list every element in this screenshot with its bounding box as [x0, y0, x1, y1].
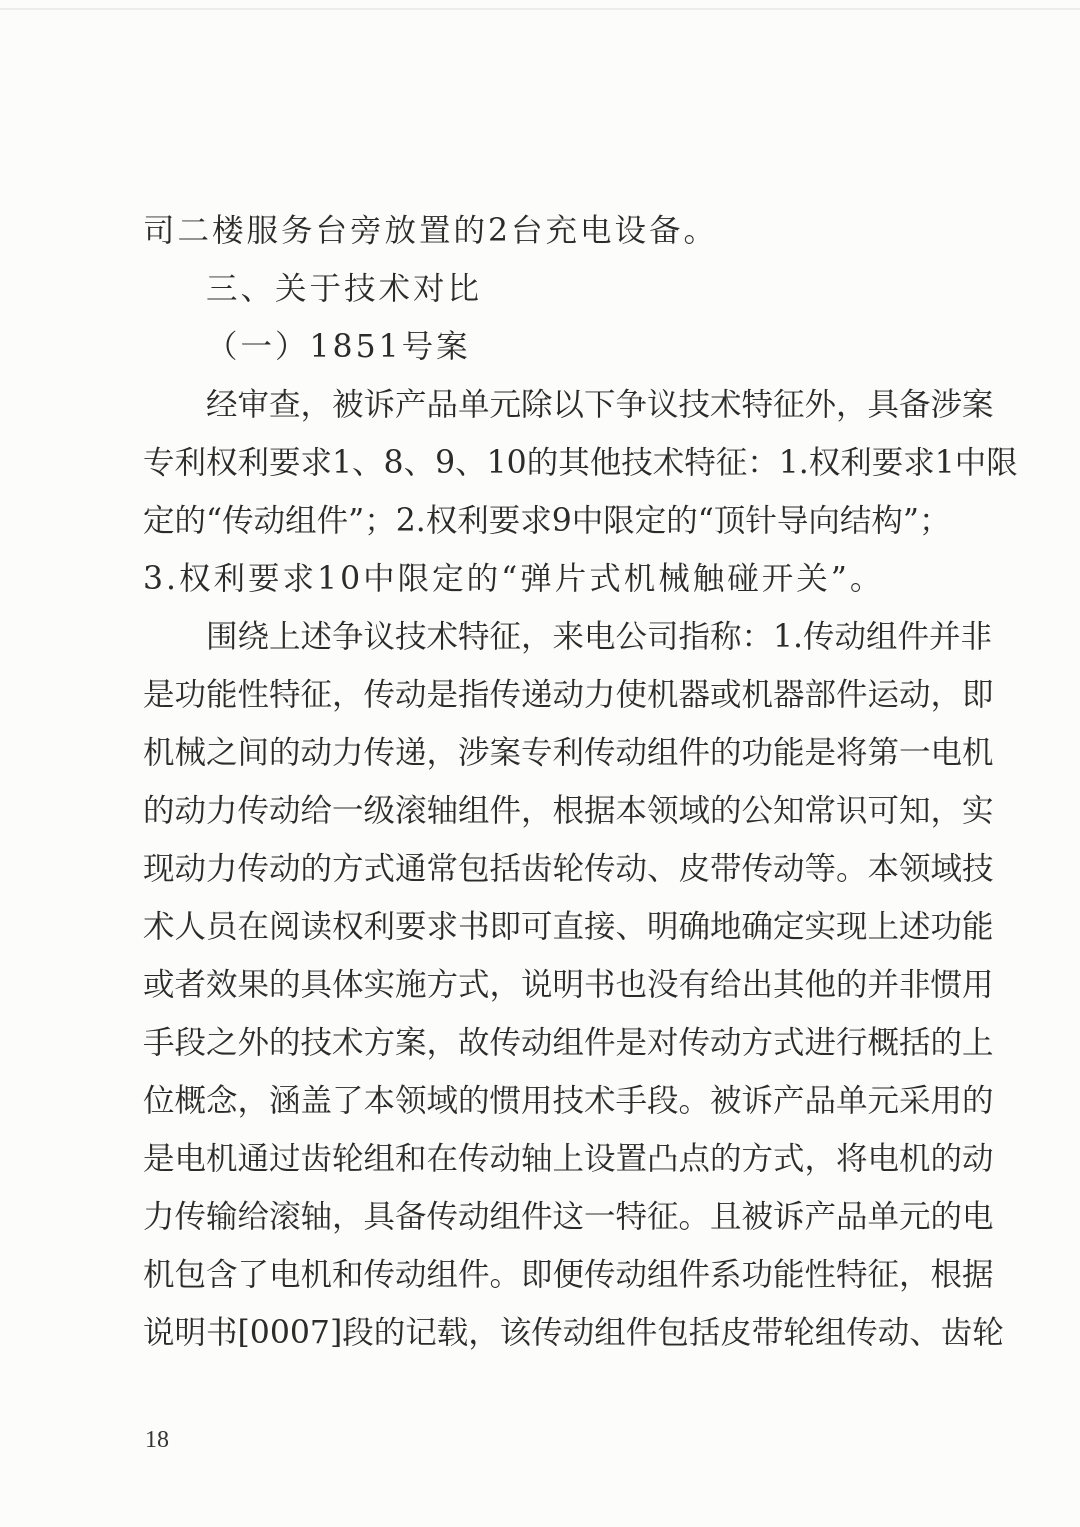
paragraph-line: 定的“传动组件”；2.权利要求9中限定的“顶针导向结构”； — [143, 503, 951, 539]
paragraph-line: 说明书[0007]段的记载，该传动组件包括皮带轮组传动、齿轮 — [143, 1315, 1004, 1351]
paragraph-line: 3.权利要求10中限定的“弹片式机械触碰开关”。 — [143, 561, 885, 597]
paragraph-line: 现动力传动的方式通常包括齿轮传动、皮带传动等。本领域技 — [143, 851, 994, 887]
paragraph-line: 经审查，被诉产品单元除以下争议技术特征外，具备涉案 — [206, 387, 994, 423]
subsection-heading: （一）1851号案 — [206, 329, 471, 365]
paragraph-line: 手段之外的技术方案，故传动组件是对传动方式进行概括的上 — [143, 1025, 994, 1061]
paragraph-line: 术人员在阅读权利要求书即可直接、明确地确定实现上述功能 — [143, 909, 994, 945]
paragraph-line: 机包含了电机和传动组件。即便传动组件系功能性特征，根据 — [143, 1257, 994, 1293]
page-number: 18 — [145, 1427, 169, 1453]
paragraph-line: 位概念，涵盖了本领域的惯用技术手段。被诉产品单元采用的 — [143, 1083, 994, 1119]
paragraph-line: 或者效果的具体实施方式，说明书也没有给出其他的并非惯用 — [143, 967, 994, 1003]
section-heading: 三、关于技术对比 — [206, 271, 483, 307]
paragraph-line: 力传输给滚轴，具备传动组件这一特征。且被诉产品单元的电 — [143, 1199, 994, 1235]
paragraph-line: 的动力传动给一级滚轴组件，根据本领域的公知常识可知，实 — [143, 793, 994, 829]
scan-edge — [0, 8, 1080, 10]
text-line-1: 司二楼服务台旁放置的2台充电设备。 — [143, 213, 719, 249]
paragraph-line: 是电机通过齿轮组和在传动轴上设置凸点的方式，将电机的动 — [143, 1141, 994, 1177]
paragraph-line: 机械之间的动力传递，涉案专利传动组件的功能是将第一电机 — [143, 735, 994, 771]
paragraph-line: 专利权利要求1、8、9、10的其他技术特征：1.权利要求1中限 — [143, 445, 1018, 481]
paragraph-line: 围绕上述争议技术特征，来电公司指称：1.传动组件并非 — [206, 619, 993, 655]
paragraph-line: 是功能性特征，传动是指传递动力使机器或机器部件运动，即 — [143, 677, 994, 713]
